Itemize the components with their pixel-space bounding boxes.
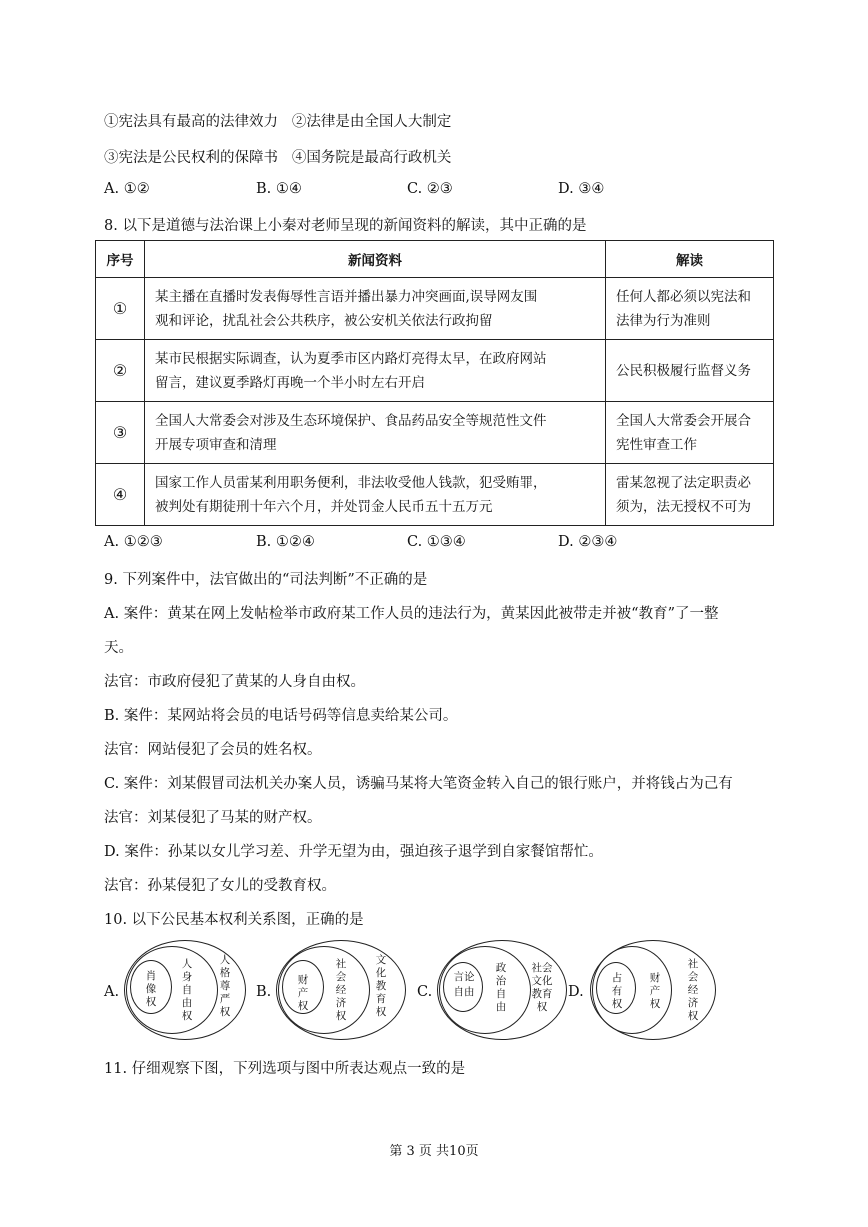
material-line: 开展专项审查和清理 — [155, 436, 277, 453]
q7-statement-1: ①宪法具有最高的法律效力 — [104, 114, 278, 130]
material-line: 全国人大常委会对涉及生态环境保护、食品药品安全等规范性文件 — [155, 412, 547, 429]
q7-option-a: A. ①② — [104, 181, 150, 197]
q11-stem: 11. 仔细观察下图，下列选项与图中所表达观点一致的是 — [104, 1061, 466, 1077]
table-row — [96, 340, 774, 402]
interpretation-line: 须为，法无授权不可为 — [616, 498, 751, 515]
diagram-letter: A. — [104, 984, 120, 1000]
q7-statements-line2 — [104, 146, 451, 167]
inner-label: 占有权 — [611, 972, 623, 1010]
q8-option-c: C. ①③④ — [407, 534, 466, 550]
q10-stem: 10. 以下公民基本权利关系图，正确的是 — [104, 912, 364, 928]
q9-case-c: C. 案件：刘某假冒司法机关办案人员，诱骗马某将大笔资金转入自己的银行账户，并将钱占为己有 — [104, 776, 733, 792]
q7-statement-3: ③宪法是公民权利的保障书 — [104, 150, 278, 166]
row-interpretation — [606, 340, 774, 402]
table-row — [96, 278, 774, 340]
diagram-letter: C. — [417, 984, 433, 1000]
material-line: 被判处有期徒刑十年六个月，并处罚金人民币五十五万元 — [155, 498, 493, 515]
material-line: 某主播在直播时发表侮辱性言语并播出暴力冲突画面,误导网友围 — [155, 288, 538, 305]
inner-label: 言论自由 — [453, 971, 475, 998]
header-material: 新闻资料 — [145, 241, 606, 278]
q8-option-d: D. ②③④ — [558, 534, 618, 550]
row-interpretation — [606, 464, 774, 526]
row-material — [145, 340, 606, 402]
q9-judge-d: 法官：孙某侵犯了女儿的受教育权。 — [104, 878, 336, 894]
row-material — [145, 402, 606, 464]
outer-label: 社会文化教育权 — [531, 962, 553, 1013]
news-table — [95, 240, 774, 526]
q9-case-b: B. 案件：某网站将会员的电话号码等信息卖给某公司。 — [104, 708, 458, 724]
table-header-row — [96, 241, 774, 278]
interpretation-line: 宪性审查工作 — [616, 436, 697, 453]
q9-case-a: A. 案件：黄某在网上发帖检举市政府某工作人员的违法行为，黄某因此被带走并被“教育”了一整 — [104, 606, 719, 622]
row-material — [145, 464, 606, 526]
interpretation-line: 任何人都必须以宪法和 — [616, 288, 751, 305]
q7-statements-line1 — [104, 110, 451, 131]
q7-option-c: C. ②③ — [407, 181, 453, 197]
material-line: 国家工作人员雷某利用职务便利，非法收受他人钱款，犯受贿罪， — [155, 474, 547, 491]
middle-label: 政治自由 — [495, 962, 507, 1013]
row-material — [145, 278, 606, 340]
inner-label: 财产权 — [297, 974, 309, 1012]
diagram-letter: B. — [256, 984, 272, 1000]
outer-label: 人格尊严权 — [219, 954, 231, 1018]
q9-judge-c: 法官：刘某侵犯了马某的财产权。 — [104, 810, 322, 826]
interpretation-line: 雷某忽视了法定职责必 — [616, 474, 751, 491]
q7-option-b: B. ①④ — [256, 181, 302, 197]
diagram-letter: D. — [568, 984, 584, 1000]
row-interpretation — [606, 402, 774, 464]
table-row — [96, 464, 774, 526]
q9-judge-b: 法官：网站侵犯了会员的姓名权。 — [104, 742, 322, 758]
middle-label: 财产权 — [649, 972, 661, 1010]
q7-statement-4: ④国务院是最高行政机关 — [291, 150, 452, 166]
table-row — [96, 402, 774, 464]
q7-option-d: D. ③④ — [558, 181, 605, 197]
row-index: ① — [96, 278, 145, 340]
middle-label: 社会经济权 — [335, 958, 347, 1022]
q9-case-d: D. 案件：孙某以女儿学习差、升学无望为由，强迫孩子退学到自家餐馆帮忙。 — [104, 844, 603, 860]
header-index: 序号 — [96, 241, 145, 278]
q8-option-a: A. ①②③ — [104, 534, 163, 550]
row-index: ④ — [96, 464, 145, 526]
q9-case-a-cont: 天。 — [104, 640, 133, 656]
q9-stem: 9. 下列案件中，法官做出的“司法判断”不正确的是 — [104, 572, 428, 588]
q9-judge-a: 法官：市政府侵犯了黄某的人身自由权。 — [104, 674, 365, 690]
material-line: 某市民根据实际调查，认为夏季市区内路灯亮得太早，在政府网站 — [155, 350, 547, 367]
q7-statement-2: ②法律是由全国人大制定 — [291, 114, 452, 130]
material-line: 观和评论，扰乱社会公共秩序，被公安机关依法行政拘留 — [155, 312, 493, 329]
row-index: ② — [96, 340, 145, 402]
material-line: 留言，建议夏季路灯再晚一个半小时左右开启 — [155, 374, 425, 391]
inner-label: 肖像权 — [145, 970, 157, 1008]
interpretation-line: 全国人大常委会开展合 — [616, 412, 751, 429]
page-footer: 第 3 页 共10页 — [389, 1144, 479, 1159]
row-index: ③ — [96, 402, 145, 464]
interpretation-line: 法律为行为准则 — [616, 312, 711, 329]
interpretation-line: 公民积极履行监督义务 — [616, 362, 751, 379]
q8-stem: 8. 以下是道德与法治课上小秦对老师呈现的新闻资料的解读，其中正确的是 — [104, 218, 587, 234]
outer-label: 社会经济权 — [687, 958, 699, 1022]
row-interpretation — [606, 278, 774, 340]
outer-label: 文化教育权 — [375, 954, 387, 1018]
middle-label: 人身自由权 — [181, 958, 193, 1022]
header-interpretation: 解读 — [606, 241, 774, 278]
q8-option-b: B. ①②④ — [256, 534, 315, 550]
